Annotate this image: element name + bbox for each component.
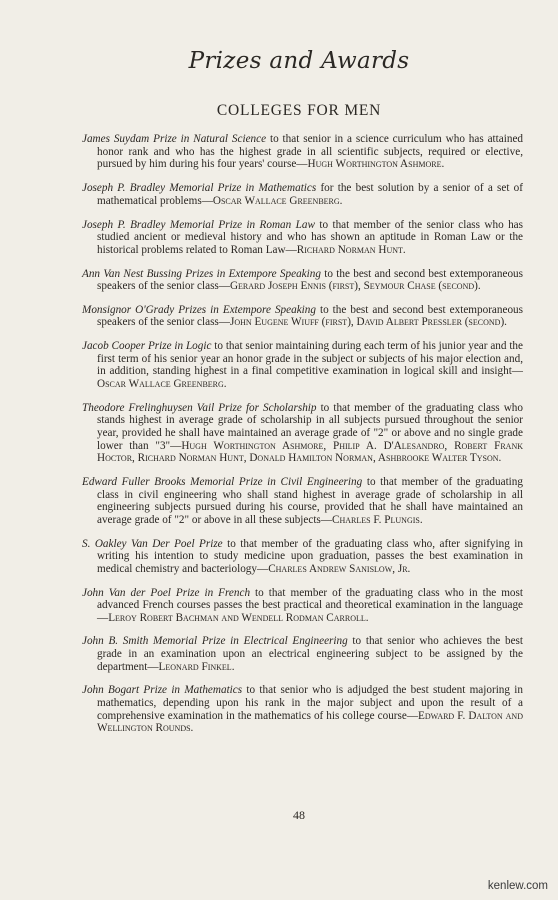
prize-entry: [82, 182, 523, 207]
prize-name: Jacob Cooper Prize in Logic: [82, 340, 212, 353]
prize-description: to the best and second best extemporaneous speakers of the senior class—: [97, 303, 523, 329]
prize-winners: Leroy Robert Bachman and Wendell Rodman Carroll.: [108, 611, 369, 624]
prize-description: to that member of the graduating class who, after signifying in writing his intention to study medicine upon graduation, passes the best examination in medical chemistry and bacteriology—: [97, 537, 523, 575]
prize-name: Edward Fuller Brooks Memorial Prize in Civil Engineering: [82, 475, 363, 488]
prize-description: to that senior who is adjudged the best student majoring in mathematics, depending upon his rank in the major subject and upon the result of a comprehensive examination in the mathematics of his college course—: [97, 684, 523, 722]
prize-winners: Gerard Joseph Ennis (first), Seymour Chase (second).: [229, 280, 481, 293]
prize-name: Monsignor O'Grady Prizes in Extempore Speaking: [82, 303, 316, 316]
prize-description: to that member of the senior class who has studied ancient or medieval history and who has shown an aptitude in Roman Law or the historical problems related to Roman Law—: [97, 218, 523, 256]
prize-description: to that member of the graduating class in civil engineering who shall stand highest in average grade of scholarship in all engineering subjects pursued during his course, provided that he shall have maintained an average grade of "2" or above in all these subjects—: [97, 475, 523, 526]
page-number: 48: [293, 808, 305, 822]
prize-name: John Bogart Prize in Mathematics: [82, 684, 243, 697]
prize-winners: Edward F. Dalton and Wellington Rounds.: [97, 709, 523, 735]
prize-description: to that senior in a science curriculum who has attained honor rank and who has the highest grade in all scientific subjects, required or elective, pursued by him during his four years' course—: [97, 133, 524, 171]
prize-name: John B. Smith Memorial Prize in Electrical Engineering: [82, 635, 348, 648]
prize-entry: [82, 133, 523, 171]
prize-entry: [82, 635, 523, 673]
section-heading: COLLEGES FOR MEN: [216, 102, 382, 119]
prize-name: Theodore Frelinghuysen Vail Prize for Scholarship: [82, 401, 317, 414]
prize-winners: Charles Andrew Sanislow, Jr.: [268, 562, 411, 575]
prize-name: S. Oakley Van Der Poel Prize: [82, 537, 223, 550]
prize-winners: Oscar Wallace Greenberg.: [97, 378, 227, 391]
prize-entry: [82, 304, 523, 329]
prize-entry: [82, 402, 523, 465]
prize-winners: Oscar Wallace Greenberg.: [212, 194, 343, 207]
prize-entry: [82, 538, 523, 576]
prize-description: for the best solution by a senior of a set of mathematical problems—: [97, 182, 523, 207]
prize-name: Ann Van Nest Bussing Prizes in Extempore Speaking: [82, 267, 321, 280]
prize-name: Joseph P. Bradley Memorial Prize in Roman Law: [82, 218, 315, 231]
prize-winners: Hugh Worthington Ashmore.: [307, 158, 445, 171]
prize-description: to the best and second best extemporaneous speakers of the senior class—: [97, 267, 524, 293]
prize-entry: [82, 476, 523, 526]
prize-winners: Leonard Finkel.: [158, 660, 235, 673]
prize-list: [82, 122, 523, 741]
prize-name: Joseph P. Bradley Memorial Prize in Mathematics: [82, 182, 317, 195]
prize-description: to that senior who achieves the best grade in an examination upon an electrical engineering subject to be assigned by the department—: [97, 635, 523, 673]
page-title: Prizes and Awards: [188, 48, 410, 74]
prize-winners: John Eugene Wiuff (first), David Albert Pressler (second).: [229, 316, 507, 329]
prize-entry: [82, 268, 523, 293]
prize-entry: [82, 587, 523, 625]
prize-name: John Van der Poel Prize in French: [82, 586, 251, 599]
prize-description: to that member of the graduating class who stands highest in average grade of scholarship in all subjects pursued throughout the senior year, provided he shall have maintained an average grade of "2" or above and no single grade lower than "3"—: [97, 401, 523, 452]
prize-entry: [82, 340, 523, 390]
prize-description: to that senior maintaining during each term of his junior year and the first term of his senior year an honor grade in the subject or subjects of his major election and, in addition, standing highest in a final competitive examination in logical skill and insight—: [97, 340, 523, 378]
prize-winners: Charles F. Plungis.: [331, 513, 423, 526]
prize-winners: Richard Norman Hunt.: [296, 243, 406, 256]
watermark-text: kenlew.com: [487, 880, 548, 892]
prize-description: to that member of the graduating class who in the most advanced French courses passes the best practical and theoretical examination in the language—: [97, 586, 523, 624]
prize-entry: [82, 219, 523, 257]
prize-entry: [82, 684, 523, 734]
prize-winners: Hugh Worthington Ashmore, Philip A. D'Alesandro, Robert Frank Hoctor, Richard Norman Hunt, Donald Hamilton Norman, Ashbrooke Walter Tyson.: [97, 439, 523, 465]
prize-name: James Suydam Prize in Natural Science: [82, 133, 267, 146]
